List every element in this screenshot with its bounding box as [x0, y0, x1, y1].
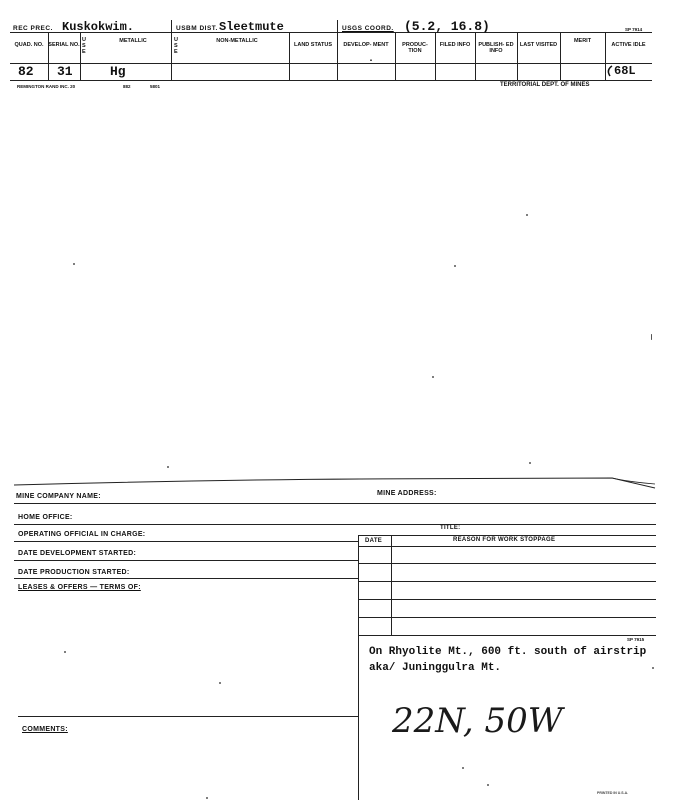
form-number: SP 7914: [625, 27, 643, 32]
date-production-label: DATE PRODUCTION STARTED:: [18, 569, 130, 576]
scan-speck: [462, 767, 464, 769]
rule: [14, 541, 358, 542]
handwritten-coordinates: [388, 692, 608, 744]
scan-speck: [526, 214, 528, 216]
mine-company-name-label: MINE COMPANY NAME:: [16, 493, 101, 500]
title-label: TITLE:: [440, 525, 461, 531]
scan-speck: [219, 682, 221, 684]
form-number-bottom: SP 7915: [627, 637, 645, 642]
date-development-label: DATE DEVELOPMENT STARTED:: [18, 550, 137, 557]
location-note-line-2: aka/ Juninggulra Mt.: [369, 662, 502, 674]
metallic-value: Hg: [110, 64, 126, 79]
header-production: PRODUC- TION: [402, 42, 428, 54]
header-active-idle: ACTIVE IDLE: [611, 42, 646, 48]
column-divider: [337, 32, 338, 80]
rule: [14, 503, 656, 504]
column-divider: [289, 32, 290, 80]
header-filed-info: FILED INFO: [439, 42, 471, 48]
reason-header: REASON FOR WORK STOPPAGE: [453, 537, 556, 543]
scan-speck: [432, 376, 434, 378]
printer-code-b: 5801: [150, 84, 161, 89]
scan-speck: [652, 667, 654, 669]
bracket-mark-icon: [604, 64, 614, 78]
header-non-metallic: NON-METALLIC: [216, 38, 258, 44]
rec-prec-value: Kuskokwim.: [62, 20, 135, 34]
location-note-line-1: On Rhyolite Mt., 600 ft. south of airstrip: [369, 646, 647, 658]
rule: [358, 535, 656, 536]
rule: [18, 716, 358, 717]
title-divider: [337, 20, 338, 32]
scan-speck: [206, 797, 208, 799]
rule: [358, 581, 656, 582]
panel-divider: [358, 535, 359, 800]
scan-speck: [454, 265, 456, 267]
territorial-dept-label: TERRITORIAL DEPT. OF MINES: [500, 82, 590, 88]
leases-label: LEASES & OFFERS — TERMS OF:: [18, 584, 141, 591]
rule: [358, 546, 656, 547]
mine-address-label: MINE ADDRESS:: [377, 490, 437, 497]
scan-speck: [73, 263, 75, 265]
column-divider: [395, 32, 396, 80]
operating-official-label: OPERATING OFFICIAL IN CHARGE:: [18, 531, 146, 538]
header-last-visited: LAST VISITED: [519, 42, 558, 48]
column-divider: [48, 32, 49, 80]
header-development: DEVELOP- MENT: [343, 42, 389, 48]
header-use-b: U S E: [174, 37, 178, 55]
printer-imprint: REMINGTON RAND INC. 20: [17, 84, 76, 89]
column-divider: [517, 32, 518, 80]
top-card-rule-2: [10, 63, 652, 64]
serial-no-value: 31: [57, 64, 73, 79]
scan-speck: [529, 462, 531, 464]
scan-speck: [167, 466, 169, 468]
column-divider: [171, 32, 172, 80]
usbm-dist-label: USBM DIST.: [176, 25, 218, 32]
date-header: DATE: [365, 538, 383, 544]
usgs-coord-value: (5.2, 16.8): [404, 19, 490, 34]
scan-speck: [64, 651, 66, 653]
rule: [358, 617, 656, 618]
title-divider: [171, 20, 172, 32]
usgs-coord-label: USGS COORD.: [342, 25, 394, 32]
date-column-divider: [391, 535, 392, 635]
quad-no-value: 82: [18, 64, 34, 79]
rule: [14, 524, 656, 525]
header-merit: MERIT: [573, 38, 592, 44]
active-idle-value: 68L: [614, 64, 636, 78]
card-edge: [0, 474, 678, 494]
home-office-label: HOME OFFICE:: [18, 514, 73, 521]
header-quad-no: QUAD. NO.: [14, 42, 44, 48]
usbm-dist-value: Sleetmute: [219, 20, 284, 34]
header-use-a: U S E: [82, 37, 86, 55]
column-divider: [475, 32, 476, 80]
rule: [358, 635, 656, 636]
header-metallic: METALLIC: [119, 38, 147, 44]
rec-prec-label: REC PREC.: [13, 25, 53, 32]
header-land-status: LAND STATUS: [294, 42, 332, 48]
printer-footer: PRINTED IN U.S.A.: [597, 791, 629, 795]
printer-code-a: 882: [123, 84, 131, 89]
header-serial-no: SERIAL NO.: [48, 42, 80, 48]
rule: [14, 578, 358, 579]
scan-speck: [487, 784, 489, 786]
column-divider: [435, 32, 436, 80]
rule: [358, 599, 656, 600]
top-card-rule-3: [10, 80, 652, 81]
scan-speck: [651, 334, 652, 340]
rule: [14, 560, 358, 561]
handwritten-text: 22N, 50W: [392, 701, 563, 741]
rule: [358, 563, 656, 564]
column-divider: [80, 32, 81, 80]
comments-label: COMMENTS:: [22, 726, 68, 733]
header-published-info: PUBLISH- ED INFO: [478, 42, 514, 54]
